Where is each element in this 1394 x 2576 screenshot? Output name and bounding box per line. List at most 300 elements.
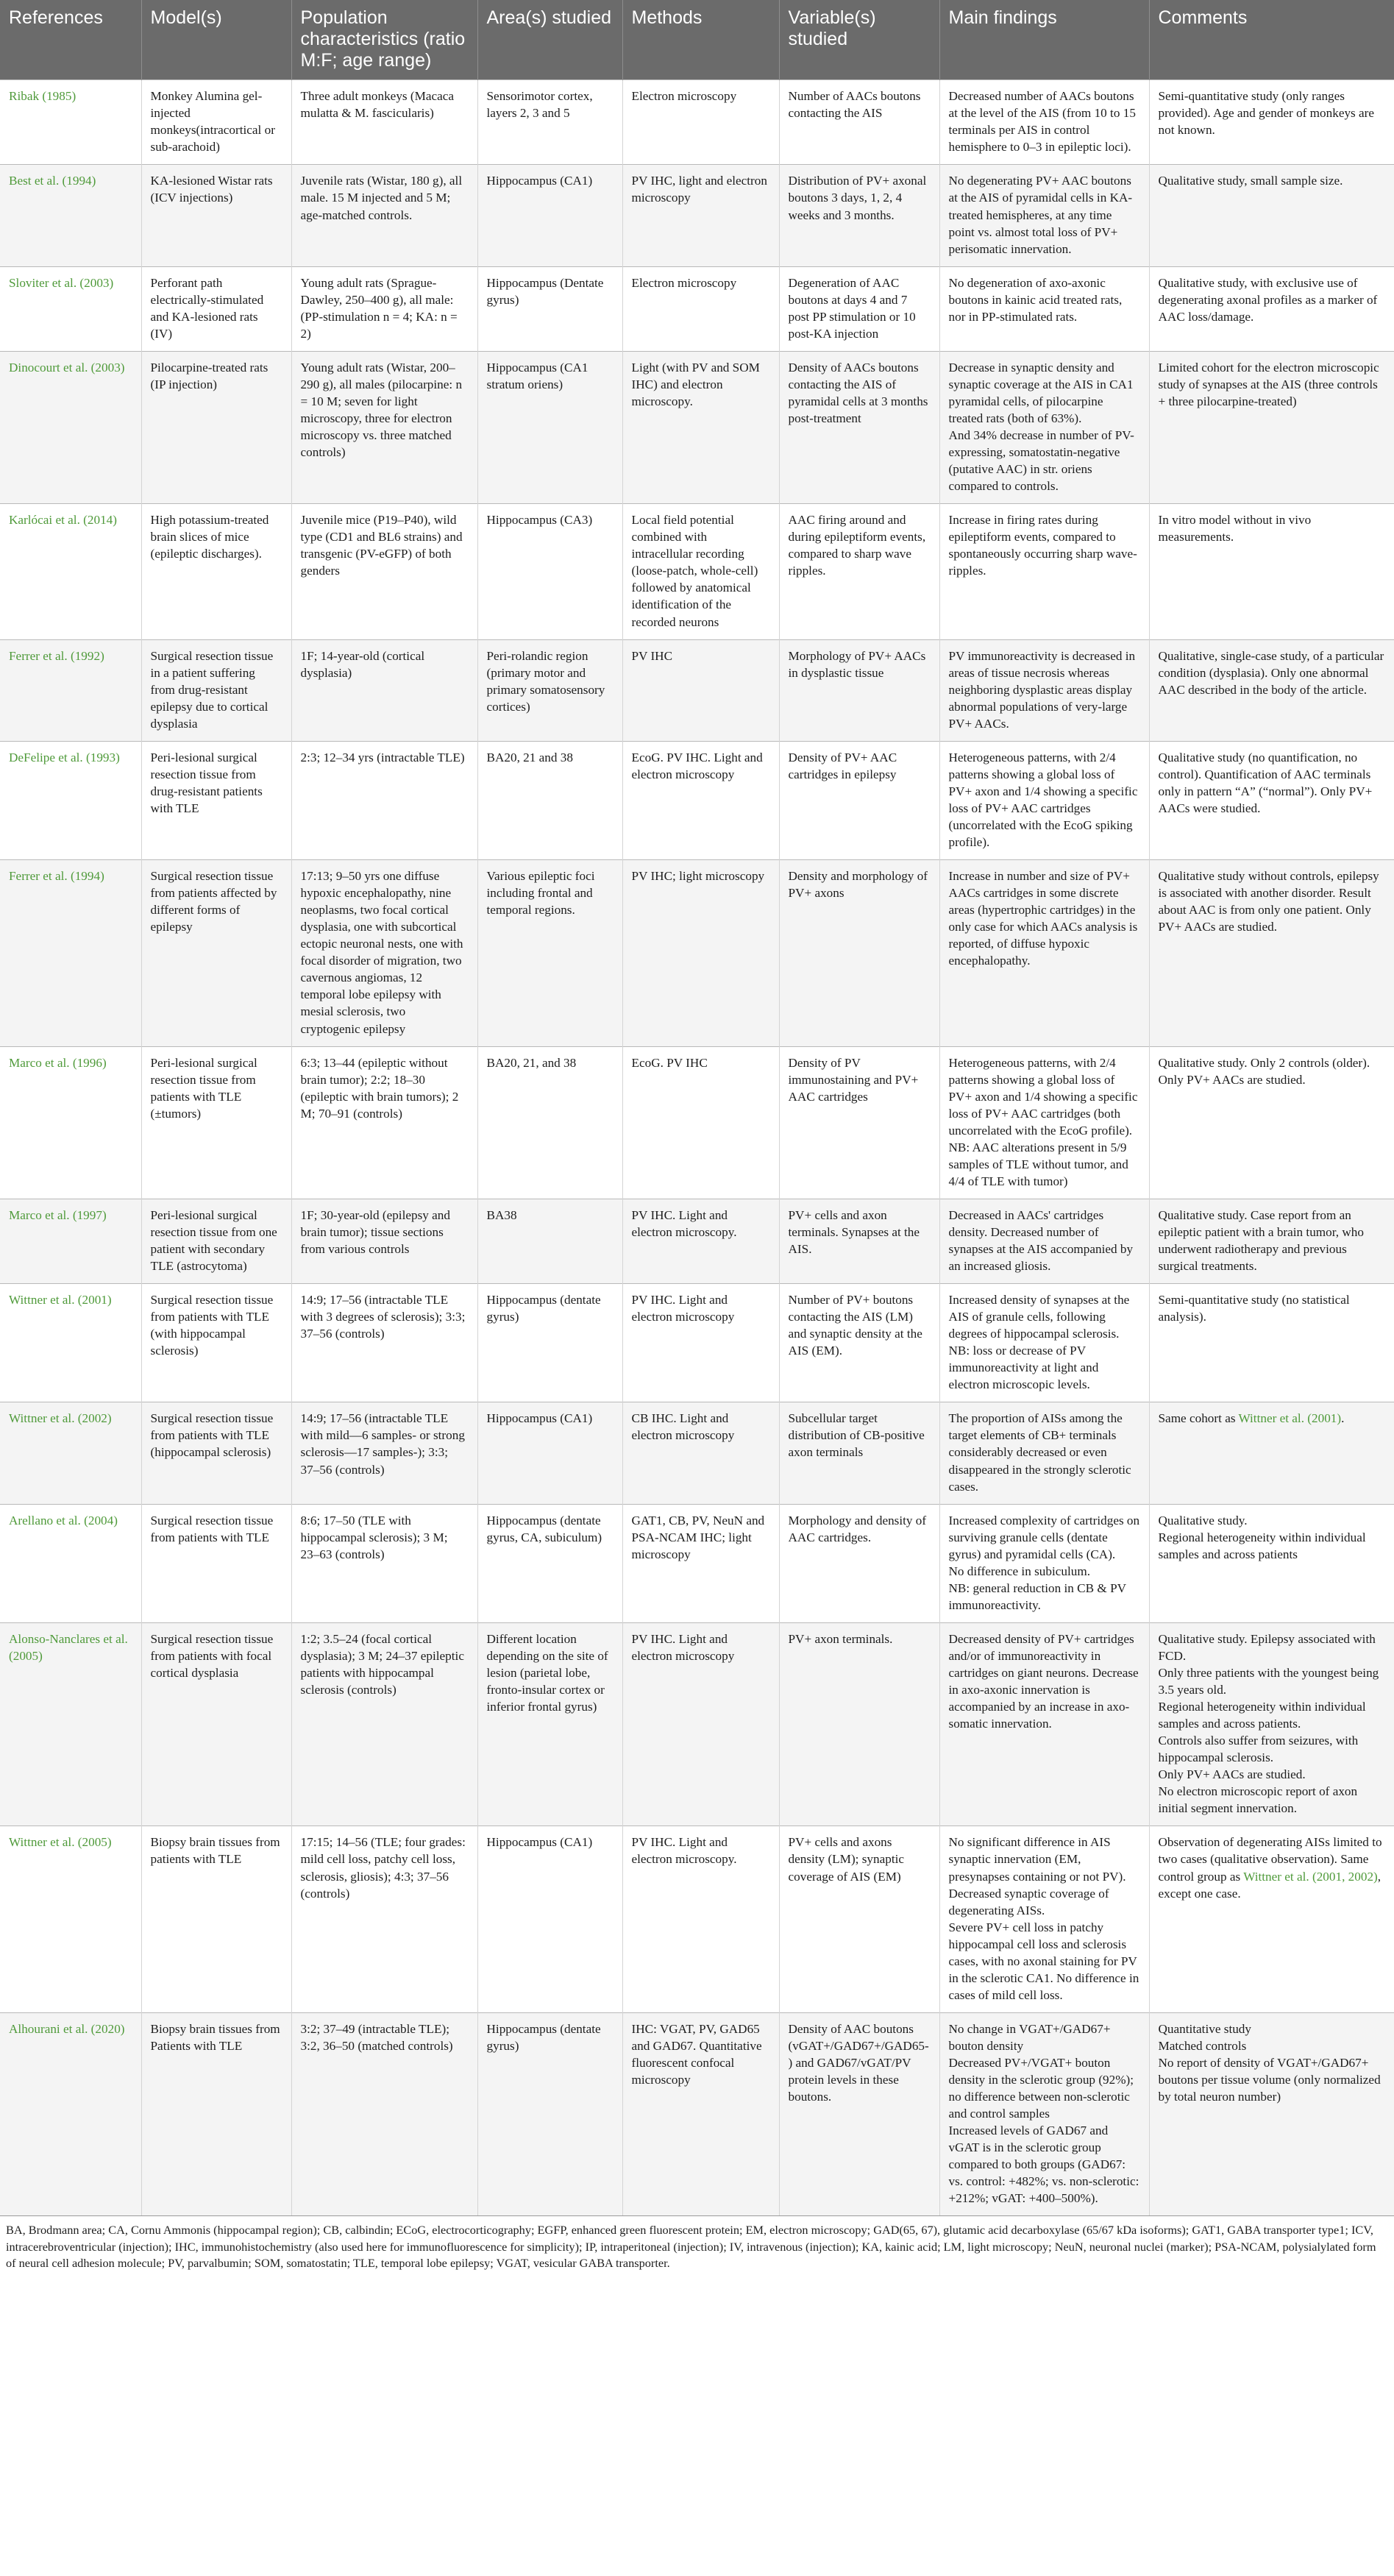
abbreviations-footnote: BA, Brodmann area; CA, Cornu Ammonis (hippocampal region); CB, calbindin; ECoG, electrocorticography; EGFP, enhanced green fluorescent protein; EM, electron microscopy; GAD(65, 67), glutamic acid decarboxylase (65/67 kDa isoforms); GAT1, GABA transporter type1; ICV, intracerebroventricular (injection); IHC, immunohistochemistry (also used here for immunofluorescence for simplicity); IP, intraperitoneal (injection); IV, intravenous (injection); KA, kainic acid; LM, light microscopy; NeuN, neuronal nuclei (marker); PSA-NCAM, polysialylated form of neural cell adhesion molecule; PV, parvalbumin; SOM, somatostatin; TLE, temporal lobe epilepsy; VGAT, vesicular GABA transporter. [0,2215,1394,2271]
cell-text: Surgical resection tissue from patients with focal cortical dysplasia [150,1631,274,1680]
cell-text: Increase in number and size of PV+ AACs cartridges in some discrete areas (hypertrophic cartridges) in the only case for which AACs analysis is reported, of diffuse hypoxic encephalopathy. [948,869,1138,968]
cell-text: Hippocampus (Dentate gyrus) [486,275,604,307]
cell-methods [622,1046,779,1199]
cell-population [291,80,477,165]
cell-variables [779,351,939,503]
table-row [0,1046,1394,1199]
cell-model [141,1504,291,1622]
cell-text: Semi-quantitative study (only ranges provided). Age and gender of monkeys are not known. [1158,89,1375,138]
cell-paragraph: Only three patients with the youngest being 3.5 years old. [1158,1666,1379,1697]
cell-text: Different location depending on the site of lesion (parietal lobe, fronto-insular cortex or inferior frontal gyrus) [486,1631,608,1714]
reference-link[interactable]: DeFelipe et al. (1993) [9,750,120,764]
cell-variables [779,1622,939,1826]
cell-population [291,1504,477,1622]
cell-methods [622,351,779,503]
cell-text: Surgical resection tissue from patients with TLE (hippocampal sclerosis) [150,1411,274,1460]
reference-link[interactable]: Arellano et al. (2004) [9,1513,118,1527]
cell-model [141,741,291,859]
header-areas: Area(s) studied [477,0,622,80]
cell-text: Density of PV immunostaining and PV+ AAC cartridges [788,1055,919,1104]
cell-paragraph: Regional heterogeneity within individual samples and across patients [1158,1530,1366,1561]
cell-paragraph: No change in VGAT+/GAD67+ bouton density [948,2021,1111,2053]
cell-main-findings [939,1622,1149,1826]
cell-methods [622,639,779,741]
cell-text: Subcellular target distribution of CB-positive axon terminals [788,1411,925,1460]
cell-text: Qualitative, single-case study, of a particular condition (dysplasia). Only one abnormal AAC described in the body of the article. [1158,648,1384,697]
cell-comments [1149,639,1394,741]
cell-main-findings [939,1402,1149,1504]
reference-link[interactable]: Alhourani et al. (2020) [9,2021,125,2036]
cell-model [141,1199,291,1283]
cell-variables [779,1199,939,1283]
cell-text: 1F; 14-year-old (cortical dysplasia) [300,648,425,680]
cell-text: Increased density of synapses at the AIS of granule cells, following degrees of hippocampal sclerosis. NB: loss or decrease of PV immunoreactivity at light and electron microscopic levels. [948,1293,1130,1392]
cell-comments [1149,2012,1394,2215]
cell-text: Decreased density of PV+ cartridges and/or of immunoreactivity in cartridges on giant neurons. Decrease in axo-axonic innervation is accompanied by an increase in axo-somatic innervation. [948,1631,1139,1731]
cell-paragraph: Matched controls [1158,2038,1247,2053]
cell-model [141,860,291,1046]
cell-methods [622,504,779,639]
cell-text: Morphology and density of AAC cartridges. [788,1513,927,1544]
cell-text: AAC firing around and during epileptiform events, compared to sharp wave ripples. [788,513,926,578]
cell-area [477,1402,622,1504]
cell-text: No degenerating PV+ AAC boutons at the AIS of pyramidal cells in KA-treated hemispheres, at any time point vs. almost total loss of PV+ perisomatic innervation. [948,174,1133,256]
cell-model [141,2012,291,2215]
header-methods: Methods [622,0,779,80]
cell-main-findings [939,351,1149,503]
table-row [0,266,1394,351]
table-body [0,80,1394,2216]
reference-link[interactable]: Karlócai et al. (2014) [9,513,117,528]
cell-main-findings [939,1504,1149,1622]
cell-text: Surgical resection tissue in a patient suffering from drug-resistant epilepsy due to cortical dysplasia [150,648,274,731]
table-row [0,1504,1394,1622]
cell-main-findings [939,1199,1149,1283]
cell-model [141,1046,291,1199]
cell-text: Pilocarpine-treated rats (IP injection) [150,360,269,391]
cell-text: Increase in firing rates during epileptiform events, compared to spontaneously occurring sharp wave-ripples. [948,513,1137,578]
cell-text: Sensorimotor cortex, layers 2, 3 and 5 [486,89,593,121]
cell-text: Semi-quantitative study (no statistical analysis). [1158,1293,1350,1324]
cell-paragraph: NB: general reduction in CB & PV immunoreactivity. [948,1580,1126,1612]
cell-text: Peri-lesional surgical resection tissue from patients with TLE (±tumors) [150,1055,257,1121]
reference-link[interactable]: Wittner et al. (2002) [9,1411,112,1426]
comment-text: Observation of degenerating AISs limited to two cases (qualitative observation). Same control group as [1158,1835,1382,1884]
cell-main-findings [939,639,1149,741]
cell-paragraph: Qualitative study. Epilepsy associated with FCD. [1158,1631,1376,1663]
cell-methods [622,266,779,351]
cell-paragraph: Severe PV+ cell loss in patchy hippocampal cell loss and sclerosis cases, with no axonal staining for PV in the sclerotic CA1. No difference in cases of mild cell loss. [948,1920,1139,2002]
cell-main-findings [939,266,1149,351]
cell-reference[interactable] [0,639,141,741]
table-row [0,1284,1394,1402]
cell-text: The proportion of AISs among the target elements of CB+ terminals considerably decreased or even disappeared in the strongly sclerotic cases. [948,1411,1131,1494]
cell-methods [622,165,779,266]
table-header-row [0,0,1394,80]
cell-area [477,1826,622,2012]
cell-text: 2:3; 12–34 yrs (intractable TLE) [300,750,465,764]
cell-paragraph: Quantitative study [1158,2021,1251,2036]
cell-text: Number of AACs boutons contacting the AIS [788,89,921,121]
cell-text: Peri-lesional surgical resection tissue from one patient with secondary TLE (astrocytoma) [150,1207,277,1274]
cell-model [141,1402,291,1504]
cell-text: Hippocampus (dentate gyrus, CA, subiculum) [486,1513,602,1544]
cell-variables [779,165,939,266]
cell-text: Limited cohort for the electron microscopic study of synapses at the AIS (three controls + three pilocarpine-treated) [1158,360,1379,408]
cell-comments [1149,80,1394,165]
cell-comments [1149,1826,1394,2012]
reference-link[interactable]: Best et al. (1994) [9,174,96,188]
cell-text: PV+ axon terminals. [788,1631,893,1646]
reference-link[interactable]: Alonso-Nanclares et al. (2005) [9,1631,128,1663]
cell-comments [1149,1504,1394,1622]
cell-methods [622,1284,779,1402]
cell-paragraph: Controls also suffer from seizures, with hippocampal sclerosis. [1158,1734,1359,1765]
cell-methods [622,1199,779,1283]
cell-variables [779,1402,939,1504]
cell-population [291,2012,477,2215]
cell-text: Density of PV+ AAC cartridges in epilepsy [788,750,897,781]
cell-text: Hippocampus (CA1 stratum oriens) [486,360,588,391]
cell-text: Density of AACs boutons contacting the AIS of pyramidal cells at 3 months post-treatment [788,360,928,425]
cell-text: Local field potential combined with intracellular recording (loose-patch, whole-cell) followed by anatomical identification of the recorded neurons [631,513,758,629]
cell-methods [622,1402,779,1504]
cell-model [141,1826,291,2012]
reference-link[interactable]: Sloviter et al. (2003) [9,275,114,290]
cell-main-findings [939,1826,1149,2012]
cell-text: Juvenile rats (Wistar, 180 g), all male. 15 M injected and 5 M; age-matched controls. [300,174,463,222]
cell-paragraph: No report of density of VGAT+/GAD67+ boutons per tissue volume (only normalized by total neuron number) [1158,2055,1381,2104]
header-models: Model(s) [141,0,291,80]
cell-text: EcoG. PV IHC. Light and electron microscopy [631,750,763,781]
cell-text: Hippocampus (dentate gyrus) [486,2021,601,2053]
cell-population [291,741,477,859]
cell-text: Qualitative study without controls, epilepsy is associated with another disorder. Result about AAC is from only one patient. Only PV+ AACs are studied. [1158,869,1379,934]
cell-text: Surgical resection tissue from patients with TLE [150,1513,274,1544]
cell-text: Monkey Alumina gel-injected monkeys(intracortical or sub-arachoid) [150,89,275,155]
cell-text: Qualitative study, with exclusive use of degenerating axonal profiles as a marker of AAC loss/damage. [1158,275,1378,324]
cell-methods [622,1622,779,1826]
reference-link[interactable]: Ribak (1985) [9,89,77,104]
cell-text: No degeneration of axo-axonic boutons in kainic acid treated rats, nor in PP-stimulated rats. [948,275,1123,324]
cell-variables [779,741,939,859]
cell-main-findings [939,860,1149,1046]
cell-area [477,2012,622,2215]
table-row [0,504,1394,639]
cell-variables [779,1504,939,1622]
cell-area [477,1622,622,1826]
cell-main-findings [939,741,1149,859]
cell-area [477,1046,622,1199]
cell-paragraph: Decreased synaptic coverage of degenerating AISs. [948,1886,1109,1917]
cell-reference[interactable] [0,504,141,639]
cell-comments [1149,860,1394,1046]
cell-text: 1:2; 3.5–24 (focal cortical dysplasia); 3 M; 24–37 epileptic patients with hippocampal sclerosis (controls) [300,1631,464,1697]
reference-link[interactable]: Ferrer et al. (1994) [9,869,104,884]
cell-text: Density of AAC boutons (vGAT+/GAD67+/GAD65-) and GAD67/vGAT/PV protein levels in these boutons. [788,2021,929,2104]
cell-text: PV+ cells and axons density (LM); synaptic coverage of AIS (EM) [788,1835,905,1884]
cell-population [291,1826,477,2012]
cell-text: PV IHC. Light and electron microscopy [631,1631,735,1663]
cell-text: 1F; 30-year-old (epilepsy and brain tumor); tissue sections from various controls [300,1207,450,1257]
cell-paragraph: No significant difference in AIS synaptic innervation (EM, presynapses containing or not PV). [948,1835,1126,1884]
comment-text: . [1341,1411,1345,1426]
cell-population [291,165,477,266]
cell-text: Morphology of PV+ AACs in dysplastic tissue [788,648,926,680]
reference-link[interactable]: Marco et al. (1996) [9,1055,107,1070]
cell-methods [622,860,779,1046]
cell-text: Perforant path electrically-stimulated and KA-lesioned rats (IV) [150,275,264,341]
header-comments: Comments [1149,0,1394,80]
reference-link[interactable]: Marco et al. (1997) [9,1207,107,1222]
cell-area [477,639,622,741]
cell-text: Qualitative study, small sample size. [1158,174,1343,188]
cell-comments [1149,351,1394,503]
cell-population [291,860,477,1046]
cell-text: PV IHC; light microscopy [631,869,765,884]
cell-text: PV IHC. Light and electron microscopy. [631,1835,737,1867]
table-row [0,1199,1394,1283]
cell-reference[interactable] [0,1046,141,1199]
cell-text: Hippocampus (CA1) [486,1411,593,1426]
cell-variables [779,860,939,1046]
table-row [0,351,1394,503]
cell-reference[interactable] [0,1199,141,1283]
cell-comments [1149,504,1394,639]
cell-methods [622,80,779,165]
cell-reference[interactable] [0,80,141,165]
cell-area [477,165,622,266]
cell-paragraph: And 34% decrease in number of PV-expressing, somatostatin-negative (putative AAC) in str. oriens compared to controls. [948,428,1134,494]
reference-link[interactable]: Dinocourt et al. (2003) [9,360,125,375]
cell-variables [779,1826,939,2012]
cell-text: Biopsy brain tissues from patients with TLE [150,1835,280,1867]
cell-comments [1149,1046,1394,1199]
cell-text: GAT1, CB, PV, NeuN and PSA-NCAM IHC; light microscopy [631,1513,765,1561]
cell-text: Electron microscopy [631,89,737,104]
reference-link[interactable]: Ferrer et al. (1992) [9,648,104,663]
cell-paragraph: Only PV+ AACs are studied. [1158,1767,1306,1782]
cell-methods [622,1504,779,1622]
cell-reference[interactable] [0,266,141,351]
cell-model [141,351,291,503]
cell-text: Heterogeneous patterns, with 2/4 patterns showing a global loss of PV+ axon and 1/4 showing a specific loss of PV+ AAC cartridges (uncorrelated with the EcoG spiking profile). [948,750,1138,850]
reference-link[interactable]: Wittner et al. (2005) [9,1835,112,1850]
cell-variables [779,2012,939,2215]
cell-text: Degeneration of AAC boutons at days 4 and 7 post PP stimulation or 10 post-KA injection [788,275,916,341]
cell-reference[interactable] [0,741,141,859]
cell-population [291,1402,477,1504]
cell-text: Various epileptic foci including frontal and temporal regions. [486,869,595,918]
cell-text: 6:3; 13–44 (epileptic without brain tumor); 2:2; 18–30 (epileptic with brain tumors); 2 M; 70–91 (controls) [300,1055,459,1121]
comment-text: , except one case. [1158,1869,1381,1901]
cell-area [477,266,622,351]
cell-text: Young adult rats (Wistar, 200–290 g), all males (pilocarpine: n = 10 M; seven for light microscopy, three for electron microscopy vs. three matched controls) [300,360,463,460]
cell-text: EcoG. PV IHC [631,1055,708,1070]
cell-main-findings [939,1284,1149,1402]
cell-area [477,1284,622,1402]
cell-comments [1149,1622,1394,1826]
cell-text: PV IHC, light and electron microscopy [631,174,767,205]
cell-variables [779,80,939,165]
cell-text: Surgical resection tissue from patients affected by different forms of epilepsy [150,869,277,934]
cell-variables [779,266,939,351]
cell-text: Number of PV+ boutons contacting the AIS (LM) and synaptic density at the AIS (EM). [788,1293,922,1358]
cell-population [291,639,477,741]
cell-comments [1149,1402,1394,1504]
cell-text: 8:6; 17–50 (TLE with hippocampal sclerosis); 3 M; 23–63 (controls) [300,1513,448,1561]
cell-text: High potassium-treated brain slices of mice (epileptic discharges). [150,513,269,561]
cell-text: CB IHC. Light and electron microscopy [631,1411,735,1443]
cell-text: Hippocampus (CA3) [486,513,593,528]
cell-methods [622,741,779,859]
cell-text: Density and morphology of PV+ axons [788,869,928,901]
cell-main-findings [939,165,1149,266]
cell-text: Peri-lesional surgical resection tissue from drug-resistant patients with TLE [150,750,263,815]
cell-comments [1149,741,1394,859]
cell-reference[interactable] [0,1826,141,2012]
comment-text: Same cohort as [1158,1411,1239,1426]
header-population: Population characteristics (ratio M:F; age range) [291,0,477,80]
cell-model [141,266,291,351]
table-row [0,1402,1394,1504]
cell-text: PV immunoreactivity is decreased in areas of tissue necrosis whereas neighboring dysplastic areas display abnormal populations of very-large PV+ AACs. [948,648,1136,731]
header-main-findings: Main findings [939,0,1149,80]
reference-link[interactable]: Wittner et al. (2001) [1238,1411,1342,1426]
cell-area [477,860,622,1046]
cell-text: Hippocampus (CA1) [486,174,593,188]
cell-area [477,351,622,503]
cell-reference[interactable] [0,1622,141,1826]
cell-population [291,1284,477,1402]
cell-text: Decreased number of AACs boutons at the level of the AIS (from 10 to 15 terminals per AIS in control hemisphere to 0–3 in epileptic loci). [948,89,1136,155]
cell-text: In vitro model without in vivo measurements. [1158,513,1312,544]
cell-reference[interactable] [0,1402,141,1504]
cell-model [141,165,291,266]
cell-main-findings [939,1046,1149,1199]
cell-population [291,1622,477,1826]
cell-text: Heterogeneous patterns, with 2/4 patterns showing a global loss of PV+ axon and 1/4 showing a specific loss of PV+ AAC cartridges (both uncorrelated with the EcoG profile). NB: AAC alterations present in 5/9 samples of TLE without tumor, and 4/4 of TLE with tumor) [948,1055,1138,1188]
header-references: References [0,0,141,80]
cell-variables [779,1046,939,1199]
table-row [0,860,1394,1046]
cell-variables [779,504,939,639]
cell-reference[interactable] [0,351,141,503]
cell-paragraph: Qualitative study. [1158,1513,1248,1527]
cell-text: BA38 [486,1207,517,1222]
cell-comments [1149,266,1394,351]
cell-population [291,504,477,639]
cell-text: 3:2; 37–49 (intractable TLE); 3:2, 36–50 (matched controls) [300,2021,453,2053]
cell-model [141,639,291,741]
header-variables: Variable(s) studied [779,0,939,80]
cell-text: Hippocampus (CA1) [486,1835,593,1850]
cell-comments [1149,1199,1394,1283]
table-row [0,165,1394,266]
cell-text: PV IHC. Light and electron microscopy. [631,1207,737,1239]
cell-paragraph: No difference in subiculum. [948,1564,1091,1578]
cell-text: 17:13; 9–50 yrs one diffuse hypoxic encephalopathy, nine neoplasms, two focal cortical dysplasia, one with subcortical ectopic neuronal nests, one with focal disorder of migration, two cavernous angiomas, 12 temporal lobe epilepsy with mesial sclerosis, two cryptogenic epilepsy [300,869,463,1036]
cell-text: Peri-rolandic region (primary motor and primary somatosensory cortices) [486,648,605,714]
cell-reference[interactable] [0,1504,141,1622]
table-row [0,1622,1394,1826]
cell-area [477,80,622,165]
cell-reference[interactable] [0,860,141,1046]
cell-text: Surgical resection tissue from patients with TLE (with hippocampal sclerosis) [150,1293,274,1358]
cell-paragraph: Increased complexity of cartridges on surviving granule cells (dentate gyrus) and pyramidal cells (CA). [948,1513,1140,1561]
cell-text: Distribution of PV+ axonal boutons 3 days, 1, 2, 4 weeks and 3 months. [788,174,927,222]
cell-text: Juvenile mice (P19–P40), wild type (CD1 and BL6 strains) and transgenic (PV-eGFP) of both genders [300,513,463,578]
reference-link[interactable]: Wittner et al. (2001, 2002) [1243,1869,1378,1884]
reference-link[interactable]: Wittner et al. (2001) [9,1293,112,1307]
cell-population [291,351,477,503]
cell-text: KA-lesioned Wistar rats (ICV injections) [150,174,273,205]
cell-reference[interactable] [0,1284,141,1402]
cell-paragraph: Increased levels of GAD67 and vGAT is in the sclerotic group compared to both groups (GAD67: vs. control: +482%; vs. non-sclerotic: +212%; vGAT: +400–500%). [948,2123,1139,2206]
cell-text: Qualitative study. Only 2 controls (older). Only PV+ AACs are studied. [1158,1055,1370,1087]
cell-text: 14:9; 17–56 (intractable TLE with 3 degrees of sclerosis); 3:3; 37–56 (controls) [300,1293,466,1341]
cell-area [477,1199,622,1283]
cell-area [477,741,622,859]
cell-text: Biopsy brain tissues from Patients with TLE [150,2021,280,2053]
cell-text: Hippocampus (dentate gyrus) [486,1293,601,1324]
cell-text: PV+ cells and axon terminals. Synapses at the AIS. [788,1207,920,1257]
cell-area [477,504,622,639]
cell-text: Qualitative study (no quantification, no control). Quantification of AAC terminals only in pattern “A” (“normal”). Only PV+ AACs were studied. [1158,750,1373,815]
cell-model [141,1622,291,1826]
cell-text: Three adult monkeys (Macaca mulatta & M. fascicularis) [300,89,455,121]
cell-comments [1149,165,1394,266]
cell-methods [622,1826,779,2012]
table-row [0,80,1394,165]
cell-text: PV IHC. Light and electron microscopy [631,1293,735,1324]
cell-paragraph: Decrease in synaptic density and synaptic coverage at the AIS in CA1 pyramidal cells, of pilocarpine treated rats (both of 63%). [948,360,1134,425]
table-row [0,2012,1394,2215]
cell-paragraph: Decreased PV+/VGAT+ bouton density in the sclerotic group (92%); no difference between non-sclerotic and control samples [948,2055,1134,2121]
cell-text: BA20, 21, and 38 [486,1055,577,1070]
table-row [0,741,1394,859]
cell-main-findings [939,2012,1149,2215]
cell-text: PV IHC [631,648,673,663]
cell-population [291,1199,477,1283]
cell-paragraph: Regional heterogeneity within individual samples and across patients. [1158,1700,1366,1731]
cell-comments [1149,1284,1394,1402]
table-row [0,1826,1394,2012]
cell-text: Decreased in AACs' cartridges density. Decreased number of synapses at the AIS accompanied by an increased gliosis. [948,1207,1134,1274]
cell-model [141,80,291,165]
cell-model [141,1284,291,1402]
cell-area [477,1504,622,1622]
cell-model [141,504,291,639]
cell-main-findings [939,80,1149,165]
cell-text: Young adult rats (Sprague-Dawley, 250–400 g), all male: (PP-stimulation n = 4; KA: n = 2) [300,275,458,341]
cell-text: 17:15; 14–56 (TLE; four grades: mild cell loss, patchy cell loss, sclerosis, gliosis); 4:3; 37–56 (controls) [300,1835,466,1901]
cell-reference[interactable] [0,2012,141,2215]
cell-text: Electron microscopy [631,275,737,290]
cell-text: IHC: VGAT, PV, GAD65 and GAD67. Quantitative fluorescent confocal microscopy [631,2021,762,2087]
cell-population [291,266,477,351]
table-row [0,639,1394,741]
cell-reference[interactable] [0,165,141,266]
cell-variables [779,639,939,741]
cell-variables [779,1284,939,1402]
cell-text: Qualitative study. Case report from an epileptic patient with a brain tumor, who underwent radiotherapy and previous surgical treatments. [1158,1207,1364,1274]
cell-main-findings [939,504,1149,639]
cell-text: Light (with PV and SOM IHC) and electron microscopy. [631,360,760,408]
cell-text: 14:9; 17–56 (intractable TLE with mild—6 samples- or strong sclerosis—17 samples-); 3:3; 37–56 (controls) [300,1411,465,1477]
cell-text: BA20, 21 and 38 [486,750,573,764]
cell-paragraph: No electron microscopic report of axon initial segment innervation. [1158,1784,1358,1816]
